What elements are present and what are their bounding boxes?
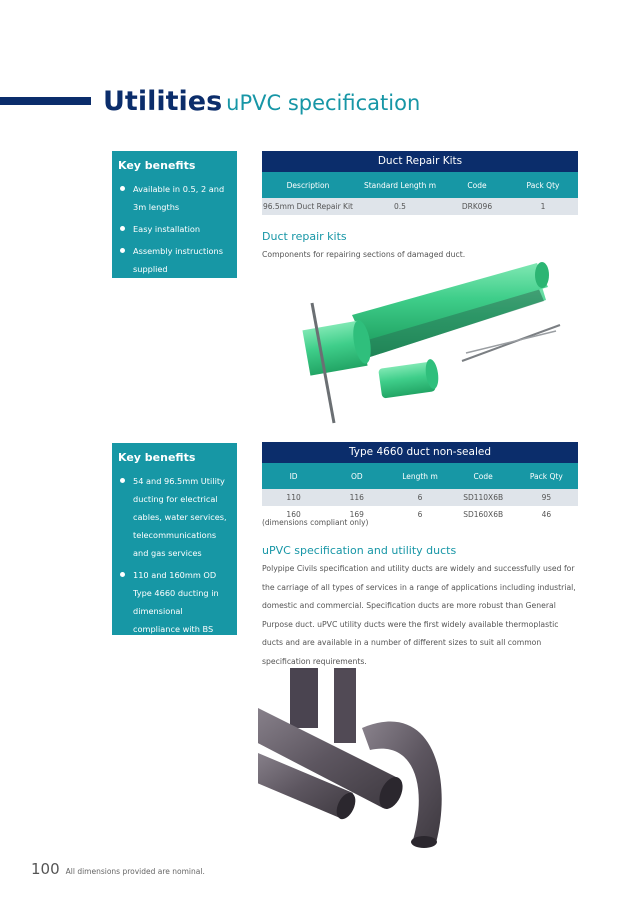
- column-header: Code: [473, 471, 493, 481]
- table-cell: 0.5: [394, 202, 406, 211]
- key-benefits-list: [118, 180, 229, 278]
- column-header: Description: [286, 180, 330, 190]
- list-item: [118, 180, 229, 216]
- upvc-ducts-image: [258, 668, 448, 853]
- bullet-icon: [120, 226, 125, 231]
- key-benefits-box-1: [112, 151, 237, 278]
- bullet-icon: [120, 478, 125, 483]
- table-row: [262, 489, 578, 506]
- table-cell: 96.5mm Duct Repair Kit: [262, 202, 353, 211]
- bullet-icon: [120, 248, 125, 253]
- page-title-sub: uPVC specification: [226, 91, 421, 115]
- page-footer: [31, 859, 205, 878]
- column-header: OD: [350, 471, 363, 481]
- column-header: Code: [467, 180, 487, 190]
- page-title-main: Utilities: [103, 86, 223, 117]
- duct-repair-kits-table: [262, 151, 578, 215]
- table-note: (dimensions compliant only): [262, 518, 369, 527]
- page-title: [103, 80, 420, 118]
- list-item-text: Easy installation: [133, 224, 201, 234]
- table-cell: 169: [349, 510, 364, 519]
- table-cell: 1: [540, 202, 546, 211]
- key-benefits-heading: Key benefits: [118, 159, 196, 172]
- list-item-text: Available in 0.5, 2 and 3m lengths: [133, 184, 225, 212]
- table-title: Duct Repair Kits: [262, 151, 578, 172]
- table-cell: 46: [541, 510, 552, 519]
- page-number: 100: [31, 860, 60, 878]
- type-4660-duct-table: [262, 442, 578, 523]
- table-header-row: [262, 463, 578, 489]
- table-cell: 6: [417, 510, 423, 519]
- section-heading-duct-repair: Duct repair kits: [262, 230, 347, 243]
- column-header: Length m: [402, 471, 438, 481]
- section-heading-upvc: uPVC specification and utility ducts: [262, 544, 457, 557]
- list-item: [118, 220, 229, 238]
- table-cell: SD110X6B: [463, 493, 504, 502]
- list-item-text: Assembly instructions supplied: [133, 246, 224, 274]
- table-cell: 116: [349, 493, 364, 502]
- list-item: [118, 472, 229, 562]
- table-title: Type 4660 duct non-sealed: [262, 442, 578, 463]
- table-cell: 110: [286, 493, 301, 502]
- title-accent-bar: [0, 97, 91, 105]
- table-row: [262, 198, 578, 215]
- duct-repair-kit-image: [292, 255, 562, 430]
- key-benefits-list: [118, 472, 229, 674]
- section-text-upvc: Polypipe Civils specification and utility ducts are widely and successfully used for the carriage of all types of services in a range of applications including industrial, domestic and commercial. Specification ducts are more robust than General Purpose duct. uPVC utility ducts were the first widely available thermoplastic ducts and are available in a number of different sizes to suit all common specification requirements.: [262, 564, 576, 666]
- table-cell: 95: [541, 493, 552, 502]
- table-cell: DRK096: [461, 202, 493, 211]
- table-cell: 6: [417, 493, 423, 502]
- bullet-icon: [120, 572, 125, 577]
- list-item-text: 54 and 96.5mm Utility ducting for electrical cables, water services, telecommunications and gas services: [133, 476, 227, 558]
- footer-text: All dimensions provided are nominal.: [65, 867, 205, 876]
- section-text-duct-repair: Components for repairing sections of damaged duct.: [262, 250, 466, 259]
- column-header: ID: [289, 471, 298, 481]
- column-header: Pack Qty: [526, 180, 560, 190]
- bullet-icon: [120, 186, 125, 191]
- key-benefits-box-2: [112, 443, 237, 670]
- list-item: [118, 566, 229, 674]
- table-cell: SD160X6B: [463, 510, 504, 519]
- column-header: Standard Length m: [363, 180, 437, 190]
- table-cell: 160: [286, 510, 301, 519]
- list-item-text: 110 and 160mm OD Type 4660 ducting in dimensional compliance with BS 4660 available sealed and unsealed: [133, 570, 223, 670]
- table-header-row: [262, 172, 578, 198]
- list-item: [118, 242, 229, 278]
- key-benefits-heading: Key benefits: [118, 451, 196, 464]
- column-header: Pack Qty: [529, 471, 563, 481]
